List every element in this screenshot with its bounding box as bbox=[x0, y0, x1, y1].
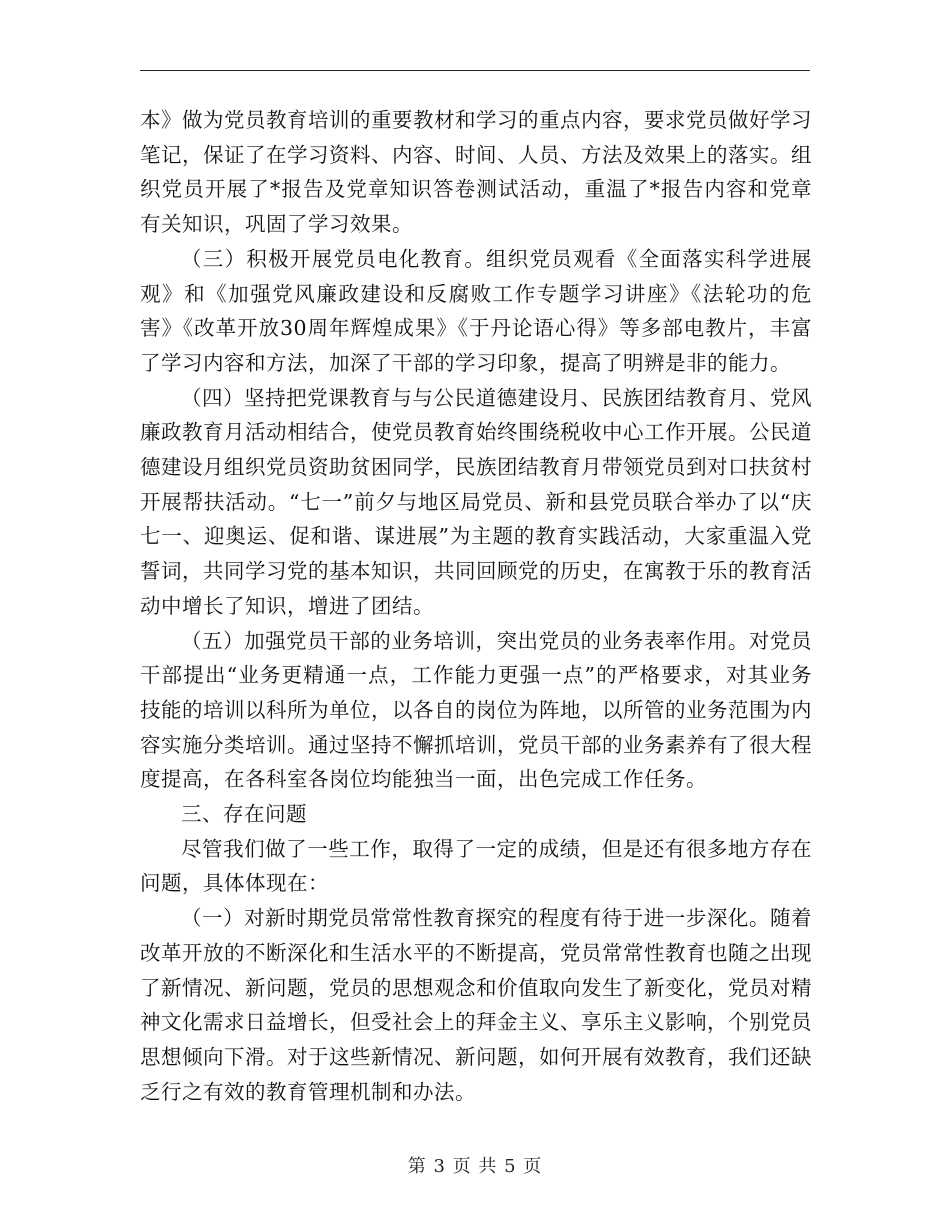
paragraph-problem-one: （一）对新时期党员常常性教育探究的程度有待于进一步深化。随着改革开放的不断深化和生活水平的不断提高，党员常常性教育也随之出现了新情况、新问题，党员的思想观念和价值取向发生了新变化，党员对精神文化需求日益增长，但受社会上的拜金主义、享乐主义影响，个别党员思想倾向下滑。对于这些新情况、新问题，如何开展有效教育，我们还缺乏行之有效的教育管理机制和办法。 bbox=[140, 906, 812, 1104]
paragraph-business-training: （五）加强党员干部的业务培训，突出党员的业务表率作用。对党员干部提出“业务更精通一点，工作能力更强一点”的严格要求，对其业务技能的培训以科所为单位，以各自的岗位为阵地，以所管的业务范围为内容实施分类培训。通过坚持不懈抓培训，党员干部的业务素养有了很大程度提高，在各科室各岗位均能独当一面，出色完成工作任务。 bbox=[140, 628, 812, 792]
paragraph-party-lessons: （四）坚持把党课教育与与公民道德建设月、民族团结教育月、党风廉政教育月活动相结合，使党员教育始终围绕税收中心工作开展。公民道德建设月组织党员资助贫困同学，民族团结教育月带领党员到对口扶贫村开展帮扶活动。“七一”前夕与地区局党员、新和县党员联合举办了以“庆七一、迎奥运、促和谐、谋进展”为主题的教育实践活动，大家重温入党誓词，共同学习党的基本知识，共同回顾党的历史，在寓教于乐的教育活动中增长了知识，增进了团结。 bbox=[140, 385, 812, 618]
document-body bbox=[140, 103, 812, 1109]
paragraph-e-education: （三）积极开展党员电化教育。组织党员观看《全面落实科学进展观》和《加强党风廉政建设和反腐败工作专题学习讲座》《法轮功的危害》《改革开放30周年辉煌成果》《于丹论语心得》等多部电教片，丰富了学习内容和方法，加深了干部的学习印象，提高了明辨是非的能力。 bbox=[140, 246, 812, 375]
page-number: 第 3 页 共 5 页 bbox=[407, 1156, 543, 1177]
header-rule bbox=[140, 70, 810, 71]
paragraph-continued: 本》做为党员教育培训的重要教材和学习的重点内容，要求党员做好学习笔记，保证了在学习资料、内容、时间、人员、方法及效果上的落实。组织党员开展了*报告及党章知识答卷测试活动，重温了*报告内容和党章有关知识，巩固了学习效果。 bbox=[140, 108, 812, 237]
paragraph-problems-intro: 尽管我们做了一些工作，取得了一定的成绩，但是还有很多地方存在问题，具体体现在： bbox=[140, 836, 812, 896]
section-heading-problems: 三、存在问题 bbox=[181, 802, 307, 827]
